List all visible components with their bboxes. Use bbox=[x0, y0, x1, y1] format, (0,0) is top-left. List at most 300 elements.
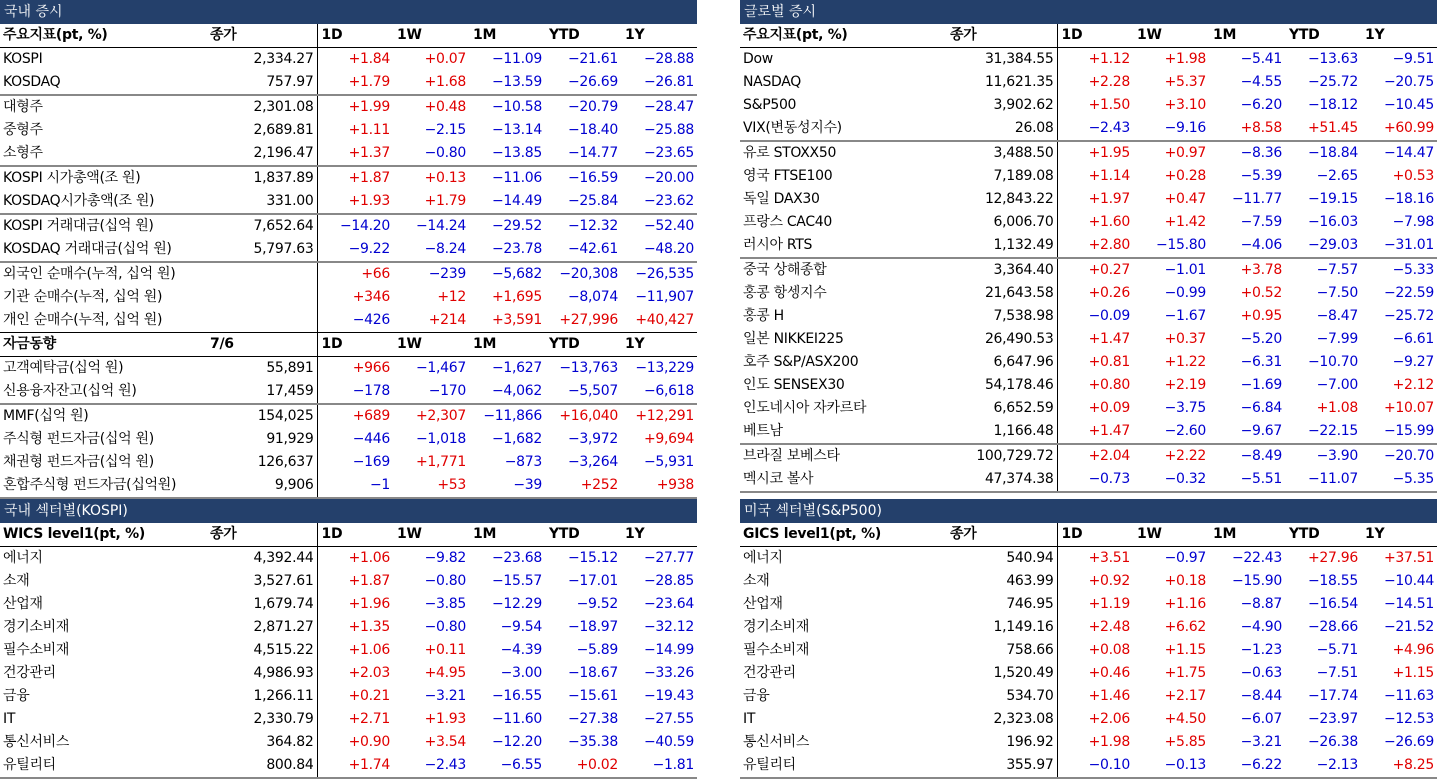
change-1w: −0.80 bbox=[424, 573, 466, 589]
kr-sector-panel bbox=[0, 499, 697, 779]
change-ytd: +1.08 bbox=[1316, 400, 1358, 416]
change-1w: −15.80 bbox=[1155, 237, 1206, 253]
table-row bbox=[0, 357, 697, 381]
indicator-name: S&P500 bbox=[743, 97, 797, 113]
table-row bbox=[0, 119, 697, 142]
change-ytd: −25.72 bbox=[1307, 74, 1358, 90]
change-1m: −6.31 bbox=[1240, 354, 1282, 370]
change-1y: −18.16 bbox=[1383, 191, 1434, 207]
change-ytd: −2.65 bbox=[1316, 168, 1358, 184]
indicator-name: 소재 bbox=[3, 573, 30, 589]
change-1d: +1.11 bbox=[348, 122, 390, 138]
change-1d: +0.21 bbox=[348, 688, 390, 704]
change-1w: −2.43 bbox=[393, 754, 469, 778]
change-1w: +4.95 bbox=[424, 665, 466, 681]
change-1y: −28.47 bbox=[621, 95, 697, 119]
table-row bbox=[0, 616, 697, 639]
change-ytd: −20.79 bbox=[545, 95, 621, 119]
change-1w: −1,018 bbox=[415, 431, 466, 447]
change-1w: −3.75 bbox=[1164, 400, 1206, 416]
change-1w: +0.28 bbox=[1164, 168, 1206, 184]
change-1y: −23.62 bbox=[643, 193, 694, 209]
change-1d: +2.04 bbox=[1057, 444, 1133, 468]
table-row bbox=[740, 234, 1437, 258]
column-header: 1M bbox=[1209, 24, 1285, 48]
table-row bbox=[0, 95, 697, 119]
change-1m: −22.43 bbox=[1231, 550, 1282, 566]
change-1m: −5.51 bbox=[1209, 468, 1285, 492]
table-row bbox=[740, 374, 1437, 397]
change-1w: +1.15 bbox=[1164, 642, 1206, 658]
change-ytd: −22.15 bbox=[1307, 423, 1358, 439]
change-1m: −1,627 bbox=[491, 360, 542, 376]
close-value: 2,871.27 bbox=[207, 616, 317, 639]
indicator-name: 통신서비스 bbox=[743, 734, 810, 750]
change-1m: −9.67 bbox=[1240, 423, 1282, 439]
column-header: 1M bbox=[469, 24, 545, 48]
change-1d: −169 bbox=[352, 454, 390, 470]
change-1m: −13.59 bbox=[491, 74, 542, 90]
header-row bbox=[0, 24, 697, 48]
change-1d: −14.20 bbox=[317, 214, 393, 238]
column-header: 7/6 bbox=[207, 333, 317, 357]
indicator-name: 채권형 펀드자금(십억 원) bbox=[3, 454, 154, 470]
change-1y: −19.43 bbox=[643, 688, 694, 704]
change-ytd: −5.71 bbox=[1316, 642, 1358, 658]
indicator-name: 신용융자잔고(십억 원) bbox=[3, 383, 137, 399]
table-row bbox=[740, 48, 1437, 72]
table-row bbox=[0, 404, 697, 428]
change-1m: −8.36 bbox=[1209, 141, 1285, 165]
change-1m: −8.87 bbox=[1240, 596, 1282, 612]
change-1y: +4.96 bbox=[1392, 642, 1434, 658]
indicator-name: 산업재 bbox=[743, 596, 783, 612]
change-1m: −11.06 bbox=[469, 166, 545, 190]
column-header: 1M bbox=[1209, 523, 1285, 547]
change-1m: −9.54 bbox=[500, 619, 542, 635]
table-row bbox=[0, 451, 697, 474]
close-value: 2,689.81 bbox=[207, 119, 317, 142]
close-value: 26.08 bbox=[947, 117, 1057, 141]
change-1m: −0.63 bbox=[1240, 665, 1282, 681]
column-header: 1Y bbox=[1361, 24, 1437, 48]
change-1m: −23.68 bbox=[491, 550, 542, 566]
table-row bbox=[740, 662, 1437, 685]
close-value: 1,266.11 bbox=[207, 685, 317, 708]
close-value: 4,515.22 bbox=[207, 639, 317, 662]
change-1y: −27.55 bbox=[643, 711, 694, 727]
us-sector-table bbox=[740, 523, 1437, 779]
change-1m: −873 bbox=[504, 454, 542, 470]
change-1d: +1.84 bbox=[348, 51, 390, 67]
change-ytd: −17.01 bbox=[567, 573, 618, 589]
change-1d: +2.28 bbox=[1088, 74, 1130, 90]
close-value: 9,906 bbox=[207, 474, 317, 498]
change-1w: −2.15 bbox=[424, 122, 466, 138]
change-1m: −4.90 bbox=[1240, 619, 1282, 635]
column-header: 1M bbox=[469, 523, 545, 547]
indicator-name: 홍콩 항셍지수 bbox=[743, 285, 827, 301]
close-value: 17,459 bbox=[207, 380, 317, 404]
indicator-name: 필수소비재 bbox=[743, 642, 810, 658]
change-1w: −8.24 bbox=[424, 241, 466, 257]
change-1y: −7.98 bbox=[1392, 214, 1434, 230]
change-1y: +10.07 bbox=[1383, 400, 1434, 416]
table-row bbox=[0, 309, 697, 333]
change-1y: −52.40 bbox=[621, 214, 697, 238]
table-row bbox=[740, 685, 1437, 708]
change-1w: −2.60 bbox=[1164, 423, 1206, 439]
change-1m: −29.52 bbox=[469, 214, 545, 238]
change-1m: −7.59 bbox=[1240, 214, 1282, 230]
table-row bbox=[740, 258, 1437, 282]
change-1d: +0.46 bbox=[1088, 665, 1130, 681]
change-1m: −15.57 bbox=[491, 573, 542, 589]
column-header: GICS level1(pt, %) bbox=[740, 523, 947, 547]
change-1m: +0.95 bbox=[1240, 308, 1282, 324]
column-header: 1Y bbox=[1361, 523, 1437, 547]
close-value: 4,392.44 bbox=[207, 547, 317, 571]
close-value: 3,488.50 bbox=[947, 141, 1057, 165]
panel-title: 국내 섹터별(KOSPI) bbox=[0, 499, 697, 523]
change-1d: +1.97 bbox=[1088, 191, 1130, 207]
table-row bbox=[0, 238, 697, 262]
change-1y: −11.63 bbox=[1383, 688, 1434, 704]
change-1w: +0.48 bbox=[393, 95, 469, 119]
change-1y: −27.77 bbox=[643, 550, 694, 566]
domestic-market-panel bbox=[0, 0, 697, 499]
change-1w: +1.75 bbox=[1164, 665, 1206, 681]
change-1y: +938 bbox=[621, 474, 697, 498]
column-header: 종가 bbox=[947, 523, 1057, 547]
change-1w: +0.37 bbox=[1164, 331, 1206, 347]
change-1w: +1.22 bbox=[1164, 354, 1206, 370]
indicator-name: 중국 상해종합 bbox=[740, 258, 947, 282]
change-1m: −6.22 bbox=[1209, 754, 1285, 778]
change-1m: −4.55 bbox=[1240, 74, 1282, 90]
close-value: 758.66 bbox=[947, 639, 1057, 662]
change-1y: −9.27 bbox=[1392, 354, 1434, 370]
indicator-name: VIX(변동성지수) bbox=[743, 120, 842, 136]
change-ytd: −19.15 bbox=[1307, 191, 1358, 207]
change-ytd: −26.38 bbox=[1307, 734, 1358, 750]
change-ytd: −2.13 bbox=[1285, 754, 1361, 778]
column-header: YTD bbox=[1285, 24, 1361, 48]
change-1y: −26.69 bbox=[1383, 734, 1434, 750]
table-row bbox=[0, 570, 697, 593]
indicator-name: 중형주 bbox=[3, 122, 43, 138]
change-1m: −39 bbox=[469, 474, 545, 498]
change-ytd: −3,264 bbox=[567, 454, 618, 470]
table-row bbox=[0, 754, 697, 778]
indicator-name: 대형주 bbox=[0, 95, 207, 119]
panel-title: 글로벌 증시 bbox=[740, 0, 1437, 24]
indicator-name: 외국인 순매수(누적, 십억 원) bbox=[0, 262, 207, 286]
change-ytd: −21.61 bbox=[567, 51, 618, 67]
close-value: 2,334.27 bbox=[207, 48, 317, 72]
change-ytd: −15.12 bbox=[567, 550, 618, 566]
table-row bbox=[0, 380, 697, 404]
change-ytd: −25.84 bbox=[567, 193, 618, 209]
change-1d: +0.27 bbox=[1057, 258, 1133, 282]
change-1d: +966 bbox=[352, 360, 390, 376]
global-market-table bbox=[740, 24, 1437, 493]
indicator-name: 에너지 bbox=[743, 550, 783, 566]
change-1d: −0.73 bbox=[1057, 468, 1133, 492]
change-1w: +214 bbox=[428, 312, 466, 328]
change-1d: +2.71 bbox=[348, 711, 390, 727]
change-ytd: −18.12 bbox=[1307, 97, 1358, 113]
table-row bbox=[740, 282, 1437, 305]
change-1d: +1.06 bbox=[348, 550, 390, 566]
change-1y: −48.20 bbox=[643, 241, 694, 257]
change-1d: +1.47 bbox=[1088, 331, 1130, 347]
change-ytd: −10.70 bbox=[1307, 354, 1358, 370]
change-1d: −0.10 bbox=[1057, 754, 1133, 778]
change-1y: −11,907 bbox=[635, 289, 694, 305]
change-1y: −22.59 bbox=[1383, 285, 1434, 301]
change-1y: −14.99 bbox=[643, 642, 694, 658]
change-1m: −13.14 bbox=[491, 122, 542, 138]
indicator-name: KOSPI 거래대금(십억 원) bbox=[0, 214, 207, 238]
change-1y: −15.99 bbox=[1383, 423, 1434, 439]
indicator-name: IT bbox=[743, 711, 756, 727]
change-1w: +2,307 bbox=[393, 404, 469, 428]
change-1y: −28.88 bbox=[643, 51, 694, 67]
column-header: 1Y bbox=[621, 24, 697, 48]
close-value: 3,364.40 bbox=[947, 258, 1057, 282]
change-1y: −26.81 bbox=[643, 74, 694, 90]
indicator-name: KOSDAQ 거래대금(십억 원) bbox=[3, 241, 172, 257]
change-1w: −0.97 bbox=[1164, 550, 1206, 566]
column-header: 1D bbox=[1057, 24, 1133, 48]
change-ytd: −17.74 bbox=[1307, 688, 1358, 704]
column-header: WICS level1(pt, %) bbox=[0, 523, 207, 547]
close-value: 746.95 bbox=[947, 593, 1057, 616]
close-value: 55,891 bbox=[207, 357, 317, 381]
change-1d: −1 bbox=[317, 474, 393, 498]
close-value: 3,527.61 bbox=[207, 570, 317, 593]
change-1y: −23.64 bbox=[643, 596, 694, 612]
change-1w: −0.80 bbox=[424, 619, 466, 635]
change-1y: −14.51 bbox=[1383, 596, 1434, 612]
change-1y: −26,535 bbox=[621, 262, 697, 286]
column-header: 1W bbox=[393, 523, 469, 547]
indicator-name: IT bbox=[3, 711, 16, 727]
change-1w: −1.01 bbox=[1133, 258, 1209, 282]
column-header: 종가 bbox=[947, 24, 1057, 48]
change-ytd: −26.69 bbox=[567, 74, 618, 90]
change-1m: +0.52 bbox=[1240, 285, 1282, 301]
change-1y: −32.12 bbox=[643, 619, 694, 635]
change-ytd: −11.07 bbox=[1285, 468, 1361, 492]
change-1m: −5.39 bbox=[1240, 168, 1282, 184]
change-1y: −31.01 bbox=[1383, 237, 1434, 253]
change-1m: −11.77 bbox=[1231, 191, 1282, 207]
indicator-name: NASDAQ bbox=[743, 74, 802, 90]
change-1w: +2.19 bbox=[1164, 377, 1206, 393]
change-1w: −3.21 bbox=[424, 688, 466, 704]
change-1d: +0.81 bbox=[1088, 354, 1130, 370]
change-1y: +2.12 bbox=[1392, 377, 1434, 393]
change-1w: +0.13 bbox=[393, 166, 469, 190]
change-1y: +40,427 bbox=[635, 312, 694, 328]
close-value: 154,025 bbox=[207, 404, 317, 428]
table-row bbox=[740, 570, 1437, 593]
table-row bbox=[740, 211, 1437, 234]
table-row bbox=[0, 214, 697, 238]
close-value: 1,520.49 bbox=[947, 662, 1057, 685]
change-1w: −1,467 bbox=[415, 360, 466, 376]
change-1d: +1.95 bbox=[1057, 141, 1133, 165]
change-1d: +2.06 bbox=[1088, 711, 1130, 727]
column-header: 1D bbox=[317, 523, 393, 547]
change-1w: +0.47 bbox=[1164, 191, 1206, 207]
close-value: 364.82 bbox=[207, 731, 317, 754]
indicator-name: 고객예탁금(십억 원) bbox=[3, 360, 124, 376]
change-1y: −21.52 bbox=[1383, 619, 1434, 635]
change-1w: +1.93 bbox=[424, 711, 466, 727]
change-1d: +1.96 bbox=[348, 596, 390, 612]
table-row bbox=[740, 117, 1437, 141]
change-1y: −20.70 bbox=[1361, 444, 1437, 468]
change-ytd: −13.63 bbox=[1307, 51, 1358, 67]
change-ytd: +0.02 bbox=[545, 754, 621, 778]
change-1y: −12.53 bbox=[1383, 711, 1434, 727]
change-ytd: −15.61 bbox=[567, 688, 618, 704]
table-row bbox=[740, 165, 1437, 188]
column-header: YTD bbox=[545, 523, 621, 547]
change-1d: +1.79 bbox=[348, 74, 390, 90]
close-value: 3,902.62 bbox=[947, 94, 1057, 117]
change-1d: +0.26 bbox=[1088, 285, 1130, 301]
change-1d: −178 bbox=[352, 383, 390, 399]
close-value: 47,374.38 bbox=[947, 468, 1057, 492]
change-ytd: +252 bbox=[545, 474, 621, 498]
change-1y: −20.00 bbox=[621, 166, 697, 190]
column-header: 1D bbox=[1057, 523, 1133, 547]
change-ytd: −12.32 bbox=[545, 214, 621, 238]
change-ytd: −9.52 bbox=[576, 596, 618, 612]
table-row bbox=[740, 754, 1437, 778]
change-1y: −10.44 bbox=[1383, 573, 1434, 589]
change-1d: +1.06 bbox=[348, 642, 390, 658]
change-1m: −10.58 bbox=[469, 95, 545, 119]
indicator-name: KOSPI 시가총액(조 원) bbox=[0, 166, 207, 190]
change-1d: +3.51 bbox=[1088, 550, 1130, 566]
change-1m: −8.44 bbox=[1240, 688, 1282, 704]
indicator-name: KOSDAQ bbox=[3, 74, 61, 90]
change-1w: +1.98 bbox=[1164, 51, 1206, 67]
change-1d: +1.93 bbox=[348, 193, 390, 209]
change-1d: +1.60 bbox=[1088, 214, 1130, 230]
change-1w: +3.54 bbox=[424, 734, 466, 750]
change-1y: −5.35 bbox=[1361, 468, 1437, 492]
table-row bbox=[0, 639, 697, 662]
change-1d: −2.43 bbox=[1088, 120, 1130, 136]
table-row bbox=[740, 731, 1437, 754]
domestic-market-table bbox=[0, 24, 697, 499]
table-row bbox=[740, 639, 1437, 662]
indicator-name: MMF(십억 원) bbox=[0, 404, 207, 428]
change-1d: −0.09 bbox=[1088, 308, 1130, 324]
change-1d: +1.87 bbox=[348, 573, 390, 589]
table-row bbox=[740, 593, 1437, 616]
close-value: 2,330.79 bbox=[207, 708, 317, 731]
table-row bbox=[0, 142, 697, 166]
indicator-name: 영국 FTSE100 bbox=[743, 168, 833, 184]
indicator-name: 금융 bbox=[3, 688, 30, 704]
indicator-name: 브라질 보베스타 bbox=[740, 444, 947, 468]
table-row bbox=[740, 305, 1437, 328]
change-1d: +1.19 bbox=[1088, 596, 1130, 612]
change-1y: +0.53 bbox=[1392, 168, 1434, 184]
change-ytd: +16,040 bbox=[545, 404, 621, 428]
table-row bbox=[740, 616, 1437, 639]
close-value: 12,843.22 bbox=[947, 188, 1057, 211]
change-ytd: −7.51 bbox=[1316, 665, 1358, 681]
column-header: 1W bbox=[1133, 523, 1209, 547]
change-1d: +0.90 bbox=[348, 734, 390, 750]
change-1d: +1.12 bbox=[1088, 51, 1130, 67]
change-1d: +346 bbox=[352, 289, 390, 305]
change-1y: +8.25 bbox=[1361, 754, 1437, 778]
close-value: 7,538.98 bbox=[947, 305, 1057, 328]
change-1y: −1.81 bbox=[621, 754, 697, 778]
change-1m: −5.41 bbox=[1240, 51, 1282, 67]
change-1w: −9.16 bbox=[1164, 120, 1206, 136]
change-1w: −0.13 bbox=[1133, 754, 1209, 778]
change-1d: +2.48 bbox=[1088, 619, 1130, 635]
close-value: 91,929 bbox=[207, 428, 317, 451]
us-sector-panel bbox=[740, 499, 1437, 779]
change-1y: +12,291 bbox=[621, 404, 697, 428]
change-1w: +2.22 bbox=[1133, 444, 1209, 468]
indicator-name: 호주 S&P/ASX200 bbox=[743, 354, 859, 370]
change-1w: +5.85 bbox=[1164, 734, 1206, 750]
indicator-name: 혼합주식형 펀드자금(십억원) bbox=[0, 474, 207, 498]
indicator-name: 독일 DAX30 bbox=[743, 191, 820, 207]
close-value bbox=[207, 286, 317, 309]
change-1w: +2.17 bbox=[1164, 688, 1206, 704]
close-value: 11,621.35 bbox=[947, 71, 1057, 94]
change-ytd: −8.47 bbox=[1316, 308, 1358, 324]
change-1w: +0.97 bbox=[1133, 141, 1209, 165]
change-1w: +1.16 bbox=[1164, 596, 1206, 612]
change-1d: −446 bbox=[352, 431, 390, 447]
indicator-name: 소재 bbox=[743, 573, 770, 589]
table-row bbox=[740, 141, 1437, 165]
change-1m: −5.20 bbox=[1240, 331, 1282, 347]
column-header: 주요지표(pt, %) bbox=[0, 24, 207, 48]
table-row bbox=[0, 731, 697, 754]
close-value: 1,132.49 bbox=[947, 234, 1057, 258]
table-row bbox=[740, 351, 1437, 374]
change-ytd: −14.77 bbox=[567, 145, 618, 161]
change-ytd: −3.90 bbox=[1285, 444, 1361, 468]
kr-sector-table bbox=[0, 523, 697, 779]
close-value: 31,384.55 bbox=[947, 48, 1057, 72]
change-ytd: −7.50 bbox=[1316, 285, 1358, 301]
change-1y: −23.65 bbox=[643, 145, 694, 161]
change-1w: +3.10 bbox=[1164, 97, 1206, 113]
close-value: 2,323.08 bbox=[947, 708, 1057, 731]
change-1w: +0.11 bbox=[424, 642, 466, 658]
change-ytd: −7.57 bbox=[1285, 258, 1361, 282]
column-header: YTD bbox=[545, 24, 621, 48]
column-header: YTD bbox=[545, 333, 621, 357]
change-1y: −25.88 bbox=[643, 122, 694, 138]
